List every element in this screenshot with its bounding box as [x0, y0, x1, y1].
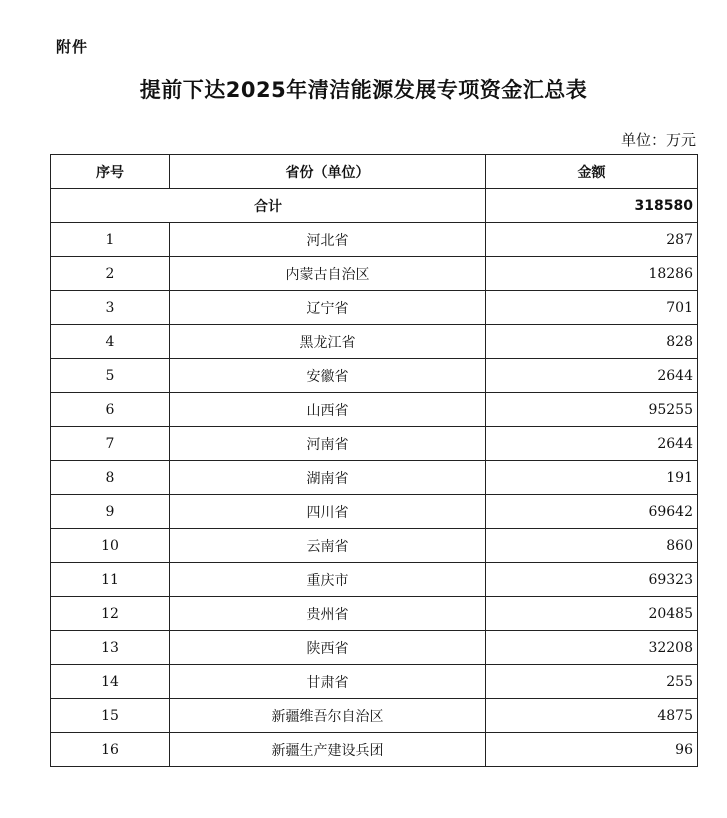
attachment-label: 附件 [56, 38, 89, 56]
row-number: 10 [51, 529, 170, 563]
row-province: 四川省 [170, 495, 486, 529]
row-amount: 860 [486, 529, 698, 563]
row-number: 12 [51, 597, 170, 631]
row-amount: 2644 [486, 427, 698, 461]
row-amount: 191 [486, 461, 698, 495]
row-province: 贵州省 [170, 597, 486, 631]
total-row [51, 189, 698, 223]
row-number: 5 [51, 359, 170, 393]
row-province: 云南省 [170, 529, 486, 563]
table-row [51, 631, 698, 665]
row-amount: 255 [486, 665, 698, 699]
header-no: 序号 [51, 155, 170, 189]
row-number: 15 [51, 699, 170, 733]
table-row [51, 393, 698, 427]
table-row [51, 461, 698, 495]
table-row [51, 563, 698, 597]
row-amount: 18286 [486, 257, 698, 291]
header-amount: 金额 [486, 155, 698, 189]
row-province: 陕西省 [170, 631, 486, 665]
table-row [51, 597, 698, 631]
table-row [51, 733, 698, 767]
row-number: 8 [51, 461, 170, 495]
row-amount: 32208 [486, 631, 698, 665]
table-row [51, 529, 698, 563]
row-province: 河北省 [170, 223, 486, 257]
row-amount: 4875 [486, 699, 698, 733]
table-row [51, 325, 698, 359]
row-number: 11 [51, 563, 170, 597]
row-number: 4 [51, 325, 170, 359]
row-province: 河南省 [170, 427, 486, 461]
row-number: 1 [51, 223, 170, 257]
row-amount: 828 [486, 325, 698, 359]
row-number: 7 [51, 427, 170, 461]
row-province: 新疆维吾尔自治区 [170, 699, 486, 733]
table-header-row [51, 155, 698, 189]
row-amount: 2644 [486, 359, 698, 393]
table-row [51, 665, 698, 699]
row-province: 甘肃省 [170, 665, 486, 699]
row-amount: 287 [486, 223, 698, 257]
funds-table [50, 154, 698, 767]
row-number: 16 [51, 733, 170, 767]
row-amount: 69323 [486, 563, 698, 597]
total-label: 合计 [51, 189, 486, 223]
table-row [51, 257, 698, 291]
row-number: 3 [51, 291, 170, 325]
document-title: 提前下达2025年清洁能源发展专项资金汇总表 [139, 78, 588, 102]
table-row [51, 427, 698, 461]
table-row [51, 495, 698, 529]
row-province: 黑龙江省 [170, 325, 486, 359]
table-row [51, 359, 698, 393]
table-row [51, 223, 698, 257]
table-row [51, 291, 698, 325]
row-amount: 95255 [486, 393, 698, 427]
row-amount: 69642 [486, 495, 698, 529]
row-number: 9 [51, 495, 170, 529]
total-amount: 318580 [486, 189, 698, 223]
row-province: 山西省 [170, 393, 486, 427]
row-amount: 96 [486, 733, 698, 767]
unit-label: 单位：万元 [620, 131, 696, 149]
row-number: 13 [51, 631, 170, 665]
header-province: 省份（单位） [170, 155, 486, 189]
row-number: 6 [51, 393, 170, 427]
row-province: 辽宁省 [170, 291, 486, 325]
row-province: 内蒙古自治区 [170, 257, 486, 291]
row-number: 2 [51, 257, 170, 291]
table-row [51, 699, 698, 733]
row-amount: 701 [486, 291, 698, 325]
row-province: 重庆市 [170, 563, 486, 597]
row-province: 湖南省 [170, 461, 486, 495]
row-province: 安徽省 [170, 359, 486, 393]
row-province: 新疆生产建设兵团 [170, 733, 486, 767]
row-number: 14 [51, 665, 170, 699]
row-amount: 20485 [486, 597, 698, 631]
